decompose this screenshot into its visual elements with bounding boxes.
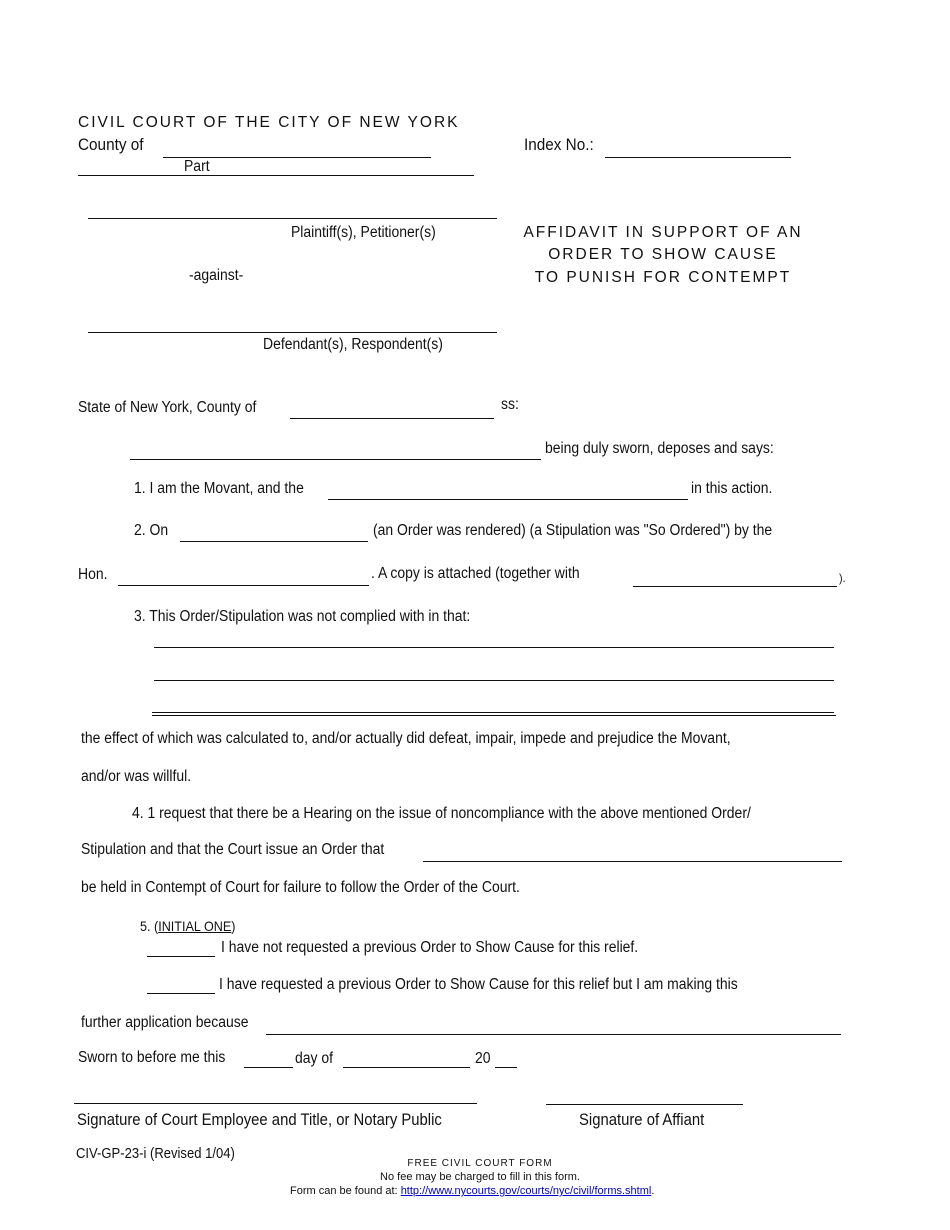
jurat-year-field[interactable]: [495, 1067, 517, 1068]
affiant-signature-line[interactable]: [546, 1104, 743, 1105]
p5-label-inner: INITIAL ONE: [158, 918, 232, 934]
sworn-before-label: Sworn to before me this: [78, 1049, 226, 1066]
against-label: -against-: [189, 267, 244, 284]
initial-option1-field[interactable]: [147, 956, 215, 957]
p3-text-start: 3. This Order/Stipulation was not complied with in that:: [134, 608, 471, 625]
defendant-field[interactable]: [88, 332, 497, 333]
form-title-line2: ORDER TO SHOW CAUSE: [548, 246, 778, 263]
part-field[interactable]: [78, 175, 474, 176]
part-label: Part: [184, 158, 210, 175]
defendant-label: Defendant(s), Respondent(s): [263, 336, 443, 353]
year-prefix-label: 20: [475, 1050, 491, 1067]
court-employee-signature-label: Signature of Court Employee and Title, or Notary Public: [77, 1111, 442, 1129]
noncompliance-line-3b: [152, 715, 836, 716]
form-number: CIV-GP-23-i (Revised 1/04): [76, 1146, 235, 1162]
p2-copy-text: . A copy is attached (together with: [371, 565, 580, 582]
order-date-field[interactable]: [180, 541, 368, 542]
p3-effect-line2: and/or was willful.: [81, 768, 192, 785]
p4-line2: Stipulation and that the Court issue an Order that: [81, 841, 385, 858]
url-end: .: [651, 1185, 655, 1197]
noncompliance-line-3[interactable]: [152, 712, 834, 713]
p5-further-label: further application because: [81, 1014, 249, 1031]
p2-text-middle: (an Order was rendered) (a Stipulation was "So Ordered") by the: [373, 522, 773, 539]
p3-effect-line1: the effect of which was calculated to, and/or actually did defeat, impair, impede and prejudice the Movant,: [81, 730, 731, 747]
state-county-label: State of New York, County of: [78, 399, 257, 416]
attachments-field[interactable]: [633, 586, 837, 587]
hon-label: Hon.: [78, 566, 108, 583]
form-title-line1: AFFIDAVIT IN SUPPORT OF AN: [523, 224, 803, 241]
jurat-month-field[interactable]: [343, 1067, 470, 1068]
index-label: Index No.:: [524, 135, 594, 154]
ss-label: ss:: [501, 396, 519, 413]
p2-close-text: ).: [839, 571, 846, 585]
p1-text-end: in this action.: [691, 480, 773, 497]
p5-label-start: 5. (: [140, 918, 159, 934]
jurat-day-field[interactable]: [244, 1067, 293, 1068]
forms-url-link[interactable]: http://www.nycourts.gov/courts/nyc/civil/forms.shtml: [400, 1185, 652, 1197]
noncompliance-line-2[interactable]: [154, 680, 834, 681]
further-reason-field[interactable]: [266, 1034, 841, 1035]
index-number-field[interactable]: [605, 157, 791, 158]
p5-label-end: ): [231, 918, 236, 934]
form-location: [290, 1185, 654, 1198]
p5-label: [140, 917, 235, 935]
p2-text-start: 2. On: [134, 522, 169, 539]
judge-name-field[interactable]: [118, 585, 369, 586]
sworn-label: being duly sworn, deposes and says:: [545, 440, 774, 457]
venue-county-field[interactable]: [290, 418, 494, 419]
contempt-party-field[interactable]: [423, 861, 842, 862]
p4-line3: be held in Contempt of Court for failure to follow the Order of the Court.: [81, 879, 520, 896]
noncompliance-line-1[interactable]: [154, 647, 834, 648]
p1-text-start: 1. I am the Movant, and the: [134, 480, 304, 497]
movant-role-field[interactable]: [328, 499, 688, 500]
affiant-signature-label: Signature of Affiant: [579, 1111, 705, 1129]
court-name: CIVIL COURT OF THE CITY OF NEW YORK: [78, 114, 460, 131]
p5-option1-text: I have not requested a previous Order to Show Cause for this relief.: [221, 939, 639, 956]
no-fee-text: No fee may be charged to fill in this form.: [380, 1171, 580, 1183]
initial-option2-field[interactable]: [147, 993, 215, 994]
county-label: County of: [78, 135, 144, 154]
deponent-name-field[interactable]: [130, 459, 541, 460]
p4-line1: 4. 1 request that there be a Hearing on the issue of noncompliance with the above mentioned Order/: [132, 805, 751, 822]
free-form-label: FREE CIVIL COURT FORM: [407, 1158, 553, 1169]
court-employee-signature-line[interactable]: [74, 1103, 477, 1104]
plaintiff-label: Plaintiff(s), Petitioner(s): [291, 224, 436, 241]
p5-option2-text: I have requested a previous Order to Show Cause for this relief but I am making this: [219, 976, 738, 993]
plaintiff-field[interactable]: [88, 218, 497, 219]
day-of-label: day of: [295, 1050, 334, 1067]
found-at-text: Form can be found at:: [290, 1185, 398, 1197]
form-title-line3: TO PUNISH FOR CONTEMPT: [534, 269, 792, 286]
